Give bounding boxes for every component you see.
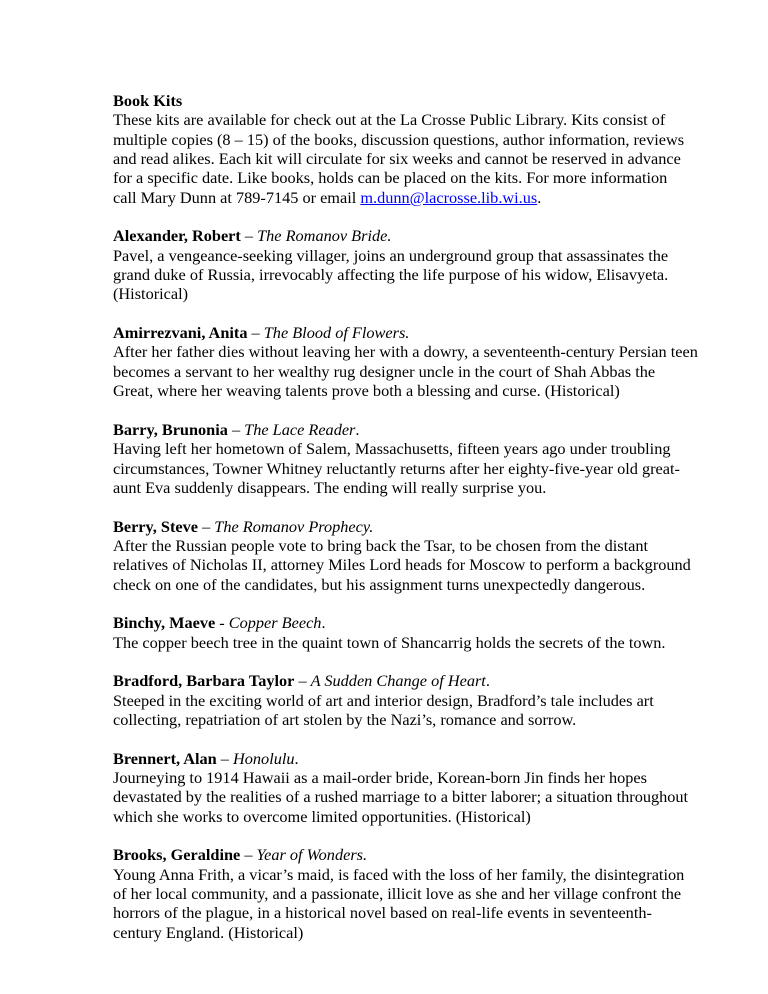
title-separator: - [215,613,229,633]
book-title: The Blood of Flowers. [263,323,410,343]
book-author: Berry, Steve [113,516,198,536]
book-entry [113,323,713,420]
book-author: Barry, Brunonia [113,419,228,439]
book-entry [113,226,713,323]
book-title: The Romanov Prophecy. [214,516,374,536]
title-separator: – [198,516,215,536]
title-separator: – [240,226,258,246]
spacer [113,652,713,671]
spacer [113,942,713,961]
book-description-line: Pavel, a vengeance-seeking villager, joins an underground group that assassinates the [113,245,669,265]
book-entry [113,845,713,961]
book-title: The Lace Reader [244,419,356,439]
document-page [113,91,713,961]
book-description-line: aunt Eva suddenly disappears. The ending will really surprise you. [113,477,547,497]
book-entry [113,613,713,671]
intro-title-text: Book Kits [113,91,183,110]
book-description-line: devastated by the realities of a rushed marriage to a bitter laborer; a situation throughout [113,787,689,807]
book-description-line: horrors of the plague, in a historical novel based on real-life events in seventeenth- [113,903,652,923]
book-title: Copper Beech [228,613,322,633]
spacer [113,729,713,748]
book-heading [113,671,713,690]
spacer [113,304,713,323]
book-author: Amirrezvani, Anita [113,323,248,343]
contact-text: call Mary Dunn at 789-7145 or email [113,187,361,207]
book-title: A Sudden Change of Heart [310,671,486,691]
title-suffix: . [485,671,490,691]
intro-title [113,91,713,110]
intro-line: multiple copies (8 – 15) of the books, discussion questions, author information, reviews [113,129,685,149]
spacer [113,826,713,845]
book-description-line: Steeped in the exciting world of art and interior design, Bradford’s tale includes art [113,690,654,710]
title-separator: – [247,323,264,343]
book-heading [113,749,713,768]
intro-paragraph [113,110,713,187]
book-heading [113,323,713,342]
book-description-line: Journeying to 1914 Hawaii as a mail-order bride, Korean-born Jin finds her hopes [113,768,647,788]
spacer [113,207,713,226]
book-description-line: relatives of Nicholas II, attorney Miles Lord heads for Moscow to perform a background [113,555,691,575]
book-entry [113,749,713,846]
book-list [113,226,713,961]
email-link[interactable]: m.dunn@lacrosse.lib.wi.us [360,187,538,207]
book-heading [113,517,713,536]
intro-line: for a specific date. Like books, holds can be placed on the kits. For more information [113,168,668,188]
book-author: Binchy, Maeve [113,613,216,633]
title-separator: – [216,748,234,768]
book-author: Bradford, Barbara Taylor [113,671,295,691]
book-heading [113,845,713,864]
book-description-line: becomes a servant to her wealthy rug designer uncle in the court of Shah Abbas the [113,361,656,381]
book-description-line: of her local community, and a passionate, illicit love as she and her village confront the [113,884,682,904]
book-description-line: The copper beech tree in the quaint town of Shancarrig holds the secrets of the town. [113,632,666,652]
intro-line: These kits are available for check out at the La Crosse Public Library. Kits consist of [113,110,666,130]
book-description-line: After the Russian people vote to bring back the Tsar, to be chosen from the distant [113,535,649,555]
book-description-line: check on one of the candidates, but his assignment turns unexpectedly dangerous. [113,574,646,594]
book-author: Brooks, Geraldine [113,845,241,865]
book-description-line: After her father dies without leaving her with a dowry, a seventeenth-century Persian teen [113,342,698,362]
spacer [113,497,713,516]
book-entry [113,420,713,517]
book-entry [113,517,713,614]
book-description-line: collecting, repatriation of art stolen by the Nazi’s, romance and sorrow. [113,710,577,729]
spacer [113,594,713,613]
title-separator: – [227,419,245,439]
book-description-line: grand duke of Russia, irrevocably affecting the life purpose of his widow, Elisavyeta. [113,265,669,285]
book-description-line: Having left her hometown of Salem, Massachusetts, fifteen years ago under troubling [113,439,671,459]
book-author: Brennert, Alan [113,748,217,768]
title-separator: – [240,845,257,865]
book-title: Honolulu [233,748,295,768]
title-suffix: . [321,613,326,633]
book-heading [113,613,713,632]
intro-line: and read alikes. Each kit will circulate for six weeks and cannot be reserved in advance [113,149,681,169]
book-heading [113,420,713,439]
book-description-line: circumstances, Towner Whitney reluctantly returns after her eighty-five-year old great- [113,458,680,478]
spacer [113,401,713,420]
intro-contact-line [113,188,713,207]
book-description-line: Great, where her weaving talents prove both a blessing and curse. (Historical) [113,381,620,401]
title-separator: – [294,671,311,691]
book-description-line: century England. (Historical) [113,922,304,942]
book-author: Alexander, Robert [113,226,241,246]
book-title: Year of Wonders. [256,845,368,865]
contact-suffix: . [537,187,542,207]
book-heading [113,226,713,245]
book-description-line: (Historical) [113,284,189,304]
book-description-line: which she works to overcome limited opportunities. (Historical) [113,806,531,826]
book-entry [113,671,713,748]
book-title: The Romanov Bride. [257,226,392,246]
title-suffix: . [355,419,360,439]
title-suffix: . [294,748,299,768]
book-description-line: Young Anna Frith, a vicar’s maid, is faced with the loss of her family, the disintegration [113,864,685,884]
